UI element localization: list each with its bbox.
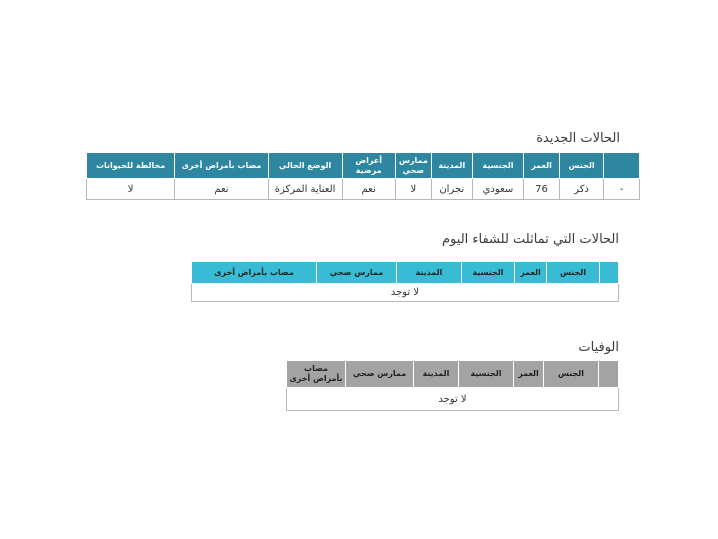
table-row bbox=[192, 284, 619, 302]
header-cell: ممارس صحي bbox=[346, 361, 414, 388]
header-cell: مصاب بأمراض أخرى bbox=[175, 153, 268, 179]
header-cell bbox=[599, 361, 619, 388]
header-cell: ممارس صحي bbox=[395, 153, 431, 179]
table-cell: العناية المركزة bbox=[268, 179, 342, 200]
empty-message: لا توجد bbox=[287, 388, 619, 411]
header-cell: العمر bbox=[514, 361, 544, 388]
header-cell: الجنسية bbox=[472, 153, 523, 179]
table-row bbox=[87, 179, 640, 200]
header-cell: مصاب بأمراض أخرى bbox=[287, 361, 346, 388]
table-cell: لا bbox=[395, 179, 431, 200]
table-row bbox=[287, 388, 619, 411]
header-cell: العمر bbox=[515, 262, 547, 284]
header-cell: مخالطة للحيوانات bbox=[87, 153, 175, 179]
empty-message: لا توجد bbox=[192, 284, 619, 302]
table-cell: 76 bbox=[524, 179, 560, 200]
deaths-section bbox=[287, 340, 619, 411]
table-header-row bbox=[287, 361, 619, 388]
new-cases-section bbox=[86, 131, 640, 200]
new-cases-title: الحالات الجديدة bbox=[536, 131, 620, 146]
deaths-table bbox=[286, 360, 619, 411]
header-cell: العمر bbox=[524, 153, 560, 179]
header-cell: الجنسية bbox=[462, 262, 515, 284]
table-header-row bbox=[192, 262, 619, 284]
header-cell: المدينة bbox=[397, 262, 462, 284]
header-cell: المدينة bbox=[431, 153, 472, 179]
recovered-today-section bbox=[192, 232, 619, 302]
header-cell bbox=[604, 153, 640, 179]
header-cell: الجنس bbox=[559, 153, 603, 179]
table-cell: سعودي bbox=[472, 179, 523, 200]
deaths-title: الوفيات bbox=[578, 340, 619, 355]
header-cell: المدينة bbox=[414, 361, 459, 388]
recovered-today-title: الحالات التي تماثلت للشفاء اليوم bbox=[442, 232, 619, 247]
table-cell: نجران bbox=[431, 179, 472, 200]
header-cell: الجنس bbox=[547, 262, 600, 284]
table-cell: نعم bbox=[342, 179, 395, 200]
recovered-today-table bbox=[191, 261, 619, 302]
header-cell: أعراض مرضية bbox=[342, 153, 395, 179]
header-cell bbox=[600, 262, 619, 284]
table-cell: لا bbox=[87, 179, 175, 200]
table-cell: - bbox=[604, 179, 640, 200]
header-cell: الجنس bbox=[544, 361, 599, 388]
header-cell: مصاب بأمراض أخرى bbox=[192, 262, 317, 284]
header-cell: الجنسية bbox=[459, 361, 514, 388]
header-cell: ممارس صحي bbox=[317, 262, 397, 284]
header-cell: الوضع الحالي bbox=[268, 153, 342, 179]
table-cell: نعم bbox=[175, 179, 268, 200]
new-cases-table bbox=[86, 152, 640, 200]
table-header-row bbox=[87, 153, 640, 179]
table-cell: ذكر bbox=[559, 179, 603, 200]
